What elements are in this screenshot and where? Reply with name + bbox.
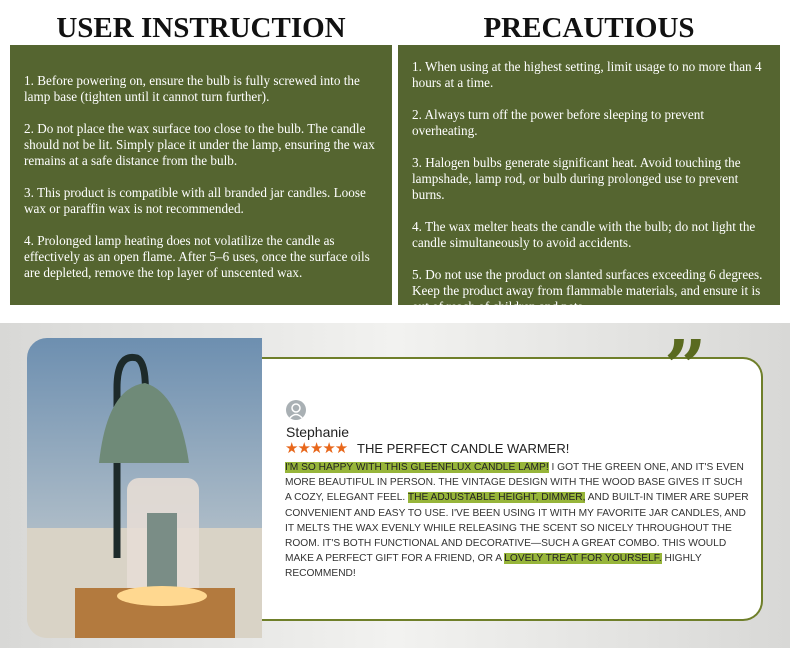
highlight: LOVELY TREAT FOR YOURSELF. <box>504 553 662 565</box>
precautions-panel <box>398 45 780 314</box>
precaution-item: 3. Halogen bulbs generate significant heat. Avoid touching the lampshade, lamp rod, or bulb during prolonged use to prevent burns. <box>412 155 741 202</box>
review-text-part: AND BUILT-IN TIMER ARE SUPER CONVENIENT AND EASY TO USE. I'VE BEEN USING IT WITH MY FAVORITE JAR CANDLES, AND IT MELTS THE WAX EVENLY WHILE RELEASING THE SCENT SO NICELY THROUGHOUT THE ROOM. IT'S BOTH FUNCTIONAL AND DECORATIVE—SUCH A GREAT COMBO. THIS WOULD MAKE A PERFECT GIFT FOR A FRIEND, OR A <box>285 492 749 565</box>
instructions-title: USER INSTRUCTION <box>56 12 346 44</box>
instructions-panel <box>10 45 392 305</box>
reviewer-name: Stephanie <box>286 424 350 440</box>
product-photo <box>27 338 262 638</box>
precaution-item: 4. The wax melter heats the candle with the bulb; do not light the candle simultaneously to avoid accidents. <box>412 219 756 250</box>
precaution-item: 5. Do not use the product on slanted surfaces exceeding 6 degrees. Keep the product away from flammable materials, and ensure it is out of reach of children and pets. <box>412 267 763 314</box>
instruction-item: 3. This product is compatible with all branded jar candles. Loose wax or paraffin wax is not recommended. <box>24 185 366 216</box>
precaution-item: 1. When using at the highest setting, limit usage to no more than 4 hours at a time. <box>412 59 762 90</box>
precaution-item: 2. Always turn off the power before sleeping to prevent overheating. <box>412 107 704 138</box>
avatar-icon <box>286 400 306 420</box>
precautions-title: PRECAUTIOUS <box>483 12 695 44</box>
review-text-part: I GOT THE GREEN ONE, AND IT'S EVEN MORE BEAUTIFUL IN PERSON. THE VINTAGE DESIGN WITH THE WOOD BASE GIVES IT SUCH A COZY, ELEGANT FEEL. <box>285 462 744 504</box>
highlight: I'M SO HAPPY WITH THIS GLEENFLUX CANDLE LAMP! <box>285 462 549 473</box>
star-rating: ★★★★★ <box>285 441 348 457</box>
review-text-part: HIGHLY RECOMMEND! <box>285 553 702 580</box>
quote-mark-icon: ” <box>664 325 707 411</box>
review-title: THE PERFECT CANDLE WARMER! <box>357 441 570 456</box>
highlight: THE ADJUSTABLE HEIGHT, DIMMER, <box>407 492 586 504</box>
review-text <box>285 460 750 582</box>
instruction-item: 4. Prolonged lamp heating does not volatilize the candle as effectively as an open flame. After 5–6 uses, once the surface oils are depleted, remove the top layer of unscented wax. <box>24 233 370 280</box>
instruction-item: 2. Do not place the wax surface too close to the bulb. The candle should not be lit. Simply place it under the lamp, ensuring the wax remains at a safe distance from the bulb. <box>24 121 375 168</box>
instruction-item: 1. Before powering on, ensure the bulb is fully screwed into the lamp base (tighten until it cannot turn further). <box>24 73 360 104</box>
